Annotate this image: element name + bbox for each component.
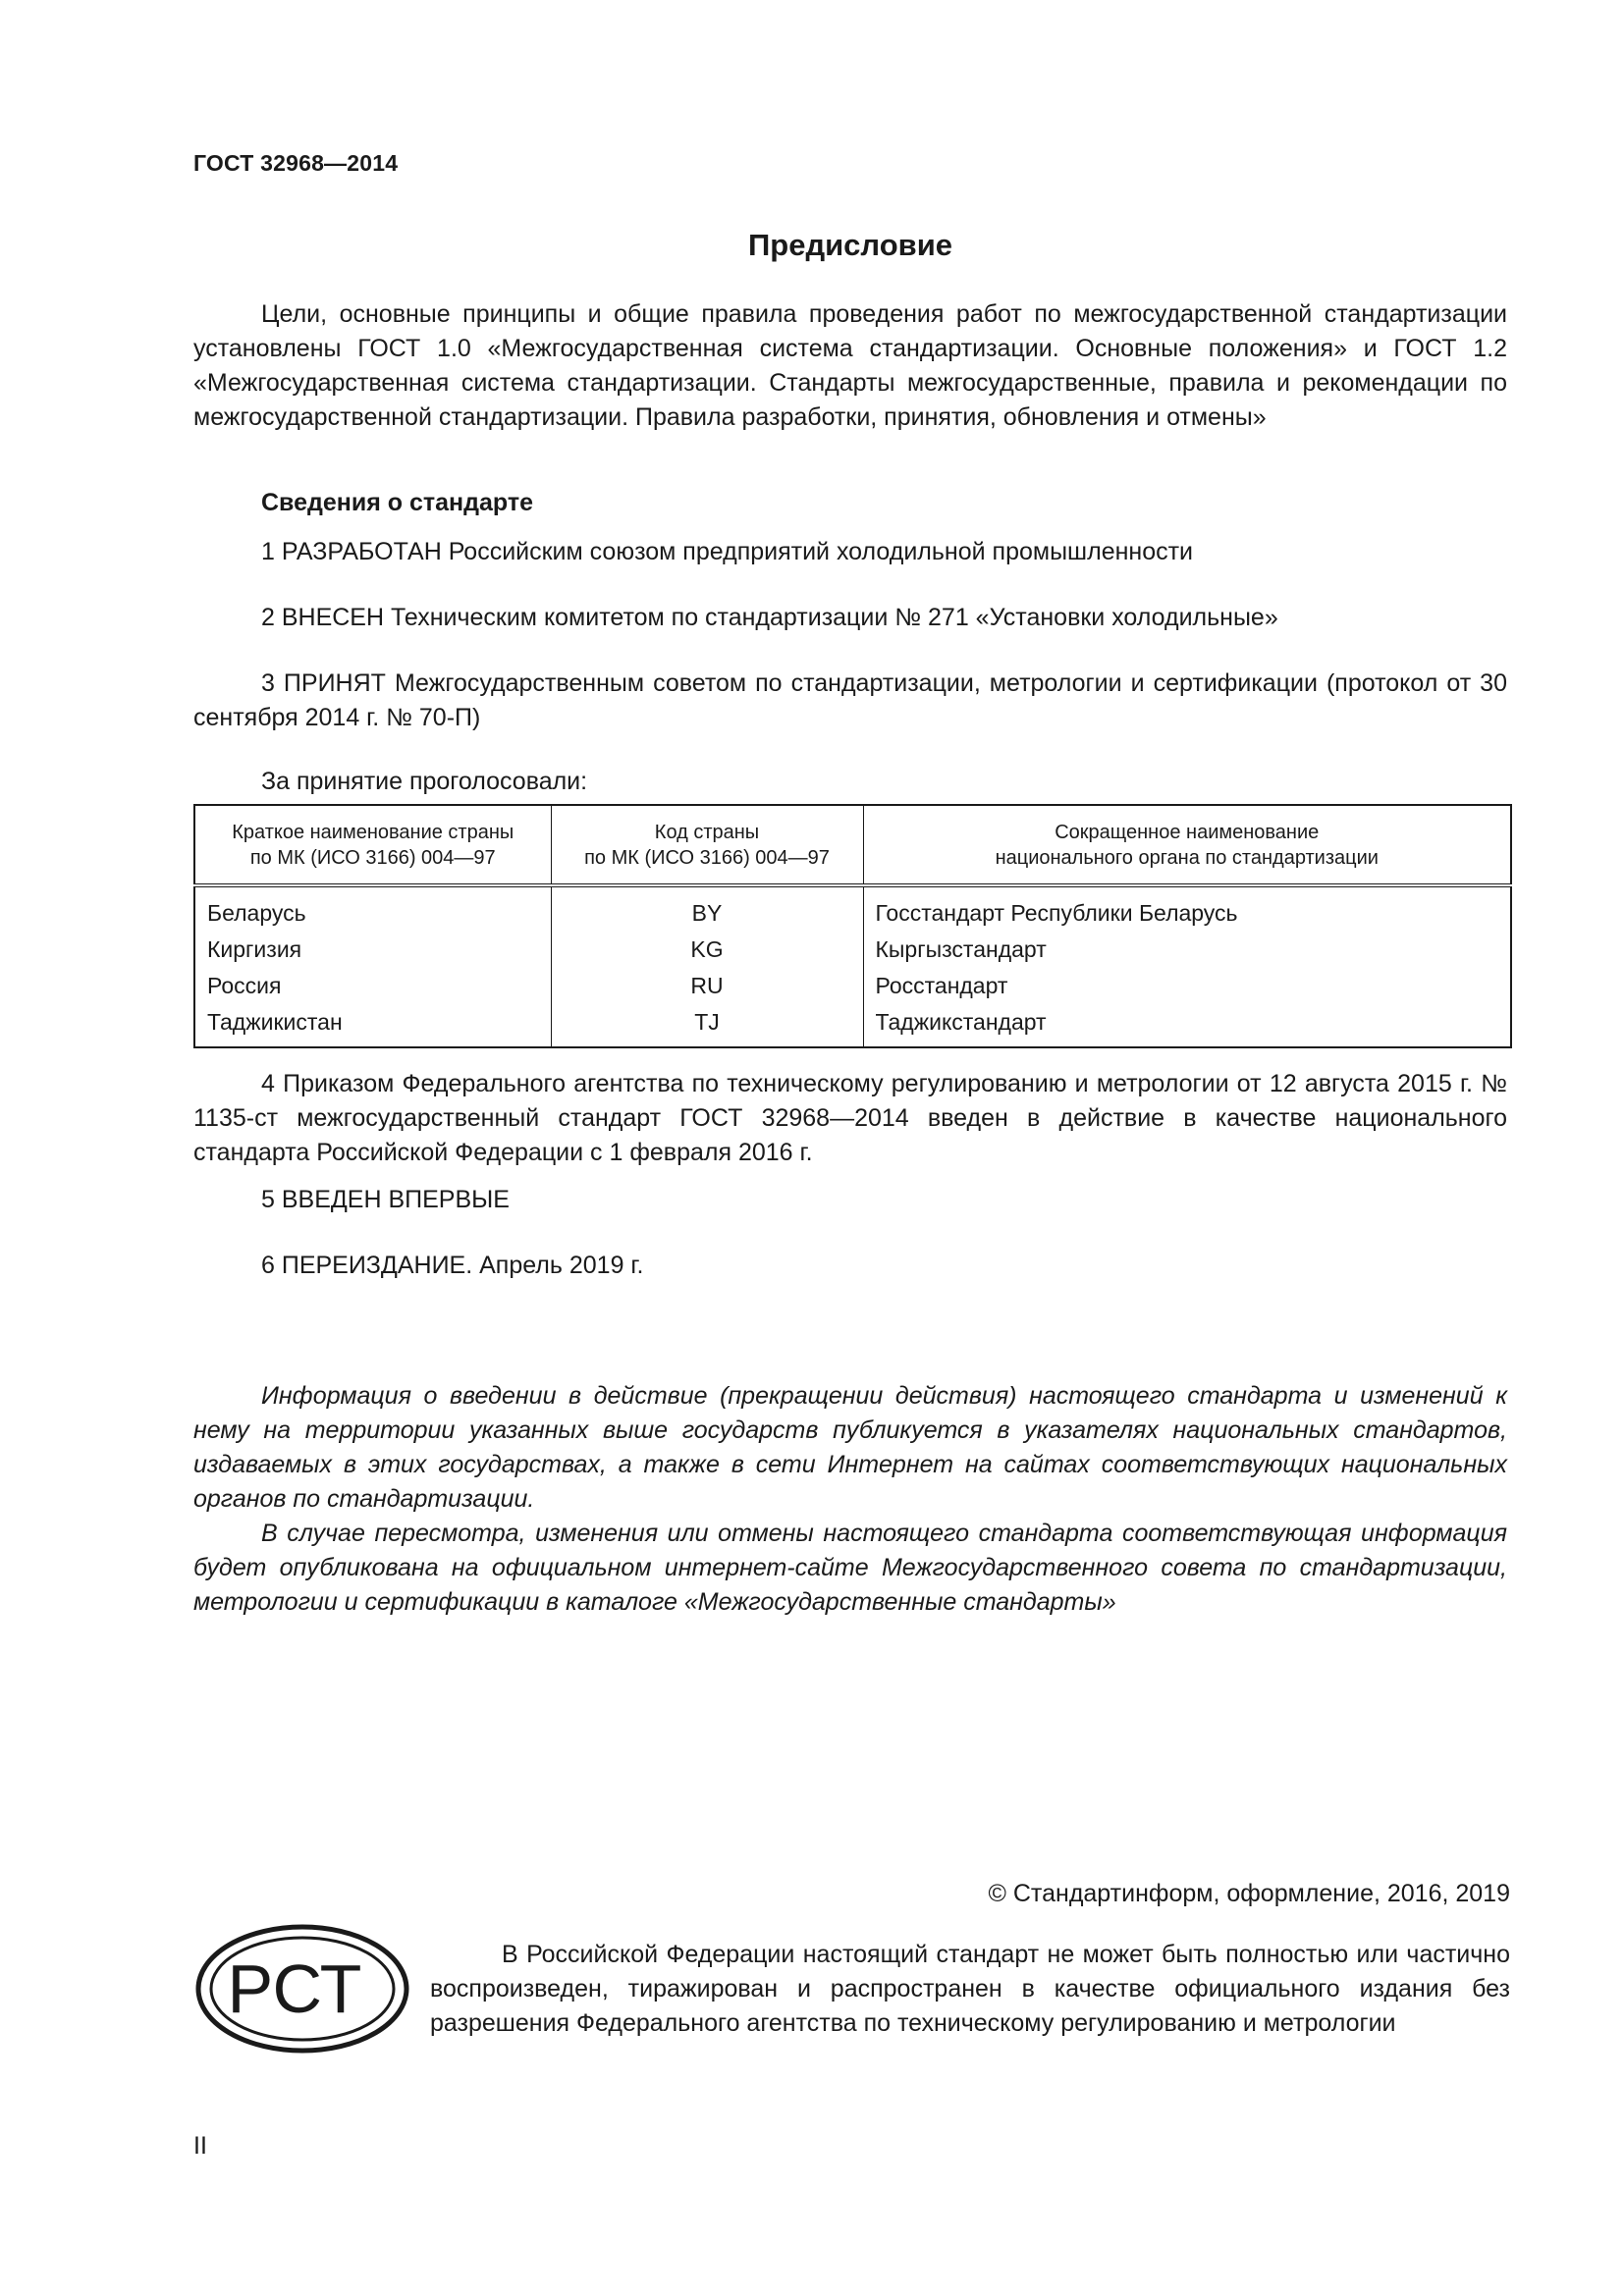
header-line: Сокращенное наименование <box>1055 821 1320 843</box>
header-line: по МК (ИСО 3166) 004—97 <box>249 846 496 869</box>
header-line: по МК (ИСО 3166) 004—97 <box>584 846 830 869</box>
voted-label: За принятие проголосовали: <box>261 768 588 795</box>
logo-text: РСТ <box>227 1950 362 2027</box>
cell-code: BY <box>551 885 863 932</box>
info-heading: Сведения о стандарте <box>261 489 534 516</box>
table-row <box>194 968 1511 1004</box>
header-country-code <box>551 805 863 885</box>
page-number: II <box>193 2132 207 2160</box>
note-revision-info: В случае пересмотра, изменения или отмены настоящего стандарта соответствующая информация будет опубликована на официальном интернет-сайте Межгосударственного совета по стандартизации, метрологии и сертификации в каталоге «Межгосударственные стандарты» <box>193 1520 1507 1616</box>
copyright-line: © Стандартинформ, оформление, 2016, 2019 <box>988 1880 1510 1907</box>
item-first-introduced: 5 ВВЕДЕН ВПЕРВЫЕ <box>261 1186 510 1213</box>
header-line: Краткое наименование страны <box>232 821 514 843</box>
item-enacted: 4 Приказом Федерального агентства по техническому регулированию и метрологии от 12 августа 2015 г. № 1135-ст межгосударственный стандарт ГОСТ 32968—2014 введен в действие в качестве национального стандарта Российской Федерации с 1 февраля 2016 г. <box>193 1070 1507 1166</box>
header-line: Код страны <box>654 821 760 843</box>
item-submitted: 2 ВНЕСЕН Техническим комитетом по стандартизации № 271 «Установки холодильные» <box>261 604 1278 631</box>
cell-country: Россия <box>194 968 551 1004</box>
rst-certification-mark-icon <box>193 1922 411 2056</box>
countries-table <box>193 804 1512 1048</box>
intro-paragraph: Цели, основные принципы и общие правила проведения работ по межгосударственной стандартизации установлены ГОСТ 1.0 «Межгосударственная система стандартизации. Основные положения» и ГОСТ 1.2 «Межгосударственная система стандартизации. Стандарты межгосударственные, правила и рекомендации по межгосударственной стандартизации. Правила разработки, принятия, обновления и отмены» <box>193 300 1507 431</box>
item-adopted: 3 ПРИНЯТ Межгосударственным советом по стандартизации, метрологии и сертификации (протокол от 30 сентября 2014 г. № 70-П) <box>193 669 1507 731</box>
table-row <box>194 932 1511 968</box>
cell-code: RU <box>551 968 863 1004</box>
cell-body: Таджикстандарт <box>863 1004 1511 1047</box>
header-line: национального органа по стандартизации <box>995 846 1379 869</box>
table-header-row <box>194 805 1511 885</box>
reproduction-notice: В Российской Федерации настоящий стандарт не может быть полностью или частично воспроизведен, тиражирован и распространен в качестве официального издания без разрешения Федерального агентства по техническому регулированию и метрологии <box>430 1941 1510 2037</box>
cell-body: Кыргызстандарт <box>863 932 1511 968</box>
cell-code: TJ <box>551 1004 863 1047</box>
cell-country: Беларусь <box>194 885 551 932</box>
cell-country: Таджикистан <box>194 1004 551 1047</box>
page-title: Предисловие <box>747 228 952 262</box>
cell-body: Росстандарт <box>863 968 1511 1004</box>
table-row <box>194 1004 1511 1047</box>
item-reissue: 6 ПЕРЕИЗДАНИЕ. Апрель 2019 г. <box>261 1252 644 1279</box>
note-enactment-info: Информация о введении в действие (прекращении действия) настоящего стандарта и изменений к нему на территории указанных выше государств публикуется в указателях национальных стандартов, издаваемых в этих государствах, а также в сети Интернет на сайтах соответствующих национальных органов по стандартизации. <box>193 1382 1507 1513</box>
cell-body: Госстандарт Республики Беларусь <box>863 885 1511 932</box>
table-row <box>194 885 1511 932</box>
item-developed: 1 РАЗРАБОТАН Российским союзом предприятий холодильной промышленности <box>261 538 1194 565</box>
cell-country: Киргизия <box>194 932 551 968</box>
document-code: ГОСТ 32968—2014 <box>193 150 399 176</box>
header-national-body <box>863 805 1511 885</box>
cell-code: KG <box>551 932 863 968</box>
header-country-name <box>194 805 551 885</box>
